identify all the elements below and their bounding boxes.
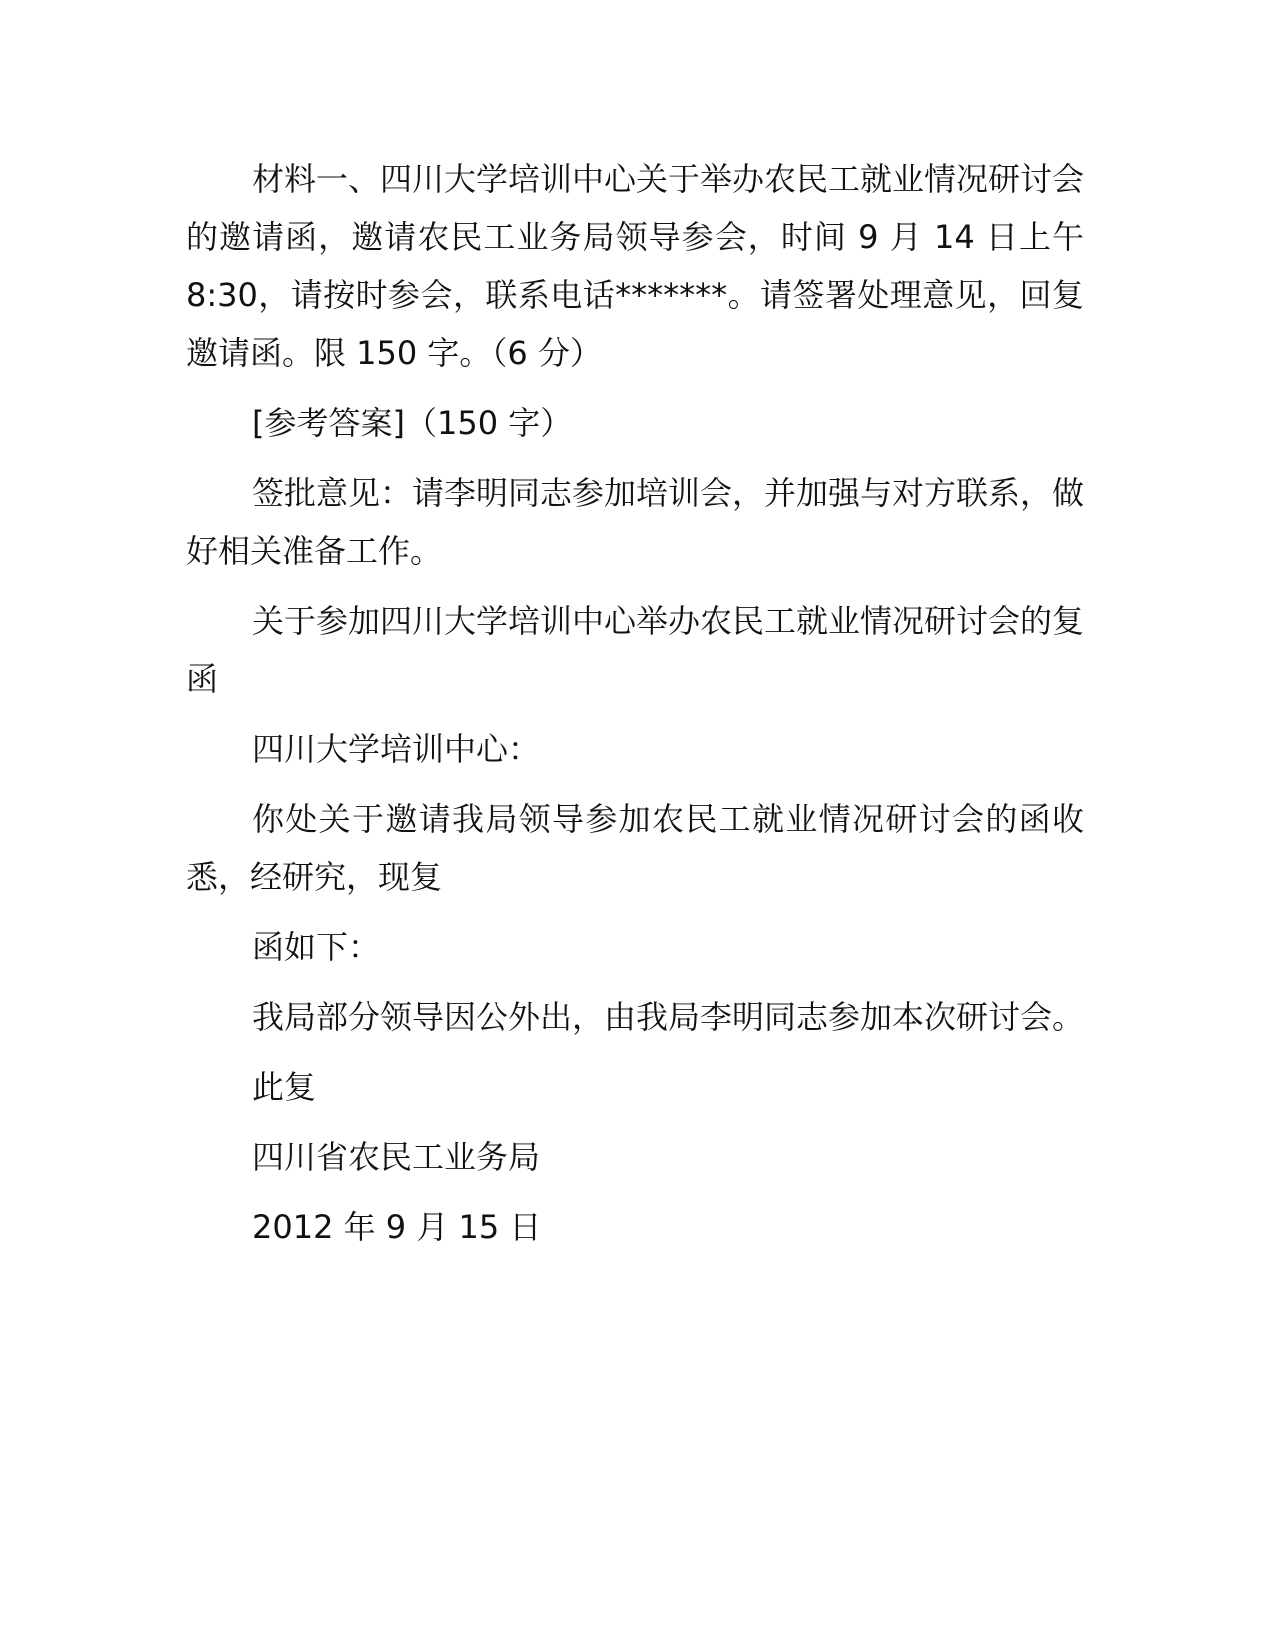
closing-phrase: 此复: [252, 1068, 317, 1106]
sender-signature: 四川省农民工业务局: [252, 1138, 541, 1176]
approval-opinion: 签批意见：请李明同志参加培训会，并加强与对方联系，做好相关准备工作。: [186, 474, 1085, 570]
letter-body-continuation: 函如下：: [252, 928, 381, 966]
letter-body-main: 我局部分领导因公外出，由我局李明同志参加本次研讨会。: [252, 998, 1085, 1036]
reply-letter-title: 关于参加四川大学培训中心举办农民工就业情况研讨会的复函: [186, 602, 1085, 698]
question-paragraph: 材料一、四川大学培训中心关于举办农民工就业情况研讨会的邀请函，邀请农民工业务局领导参会，时间 9 月 14 日上午 8:30，请按时参会，联系电话*******。请签署处理意见，回复邀请函。限 150 字。（6 分）: [186, 160, 1085, 372]
reference-answer-heading: [参考答案]（150 字）: [252, 404, 573, 442]
letter-body-intro: 你处关于邀请我局领导参加农民工就业情况研讨会的函收悉，经研究，现复: [186, 800, 1084, 896]
recipient-line: 四川大学培训中心：: [252, 730, 541, 768]
letter-date: 2012 年 9 月 15 日: [252, 1208, 542, 1246]
document-body: [186, 150, 1084, 1268]
